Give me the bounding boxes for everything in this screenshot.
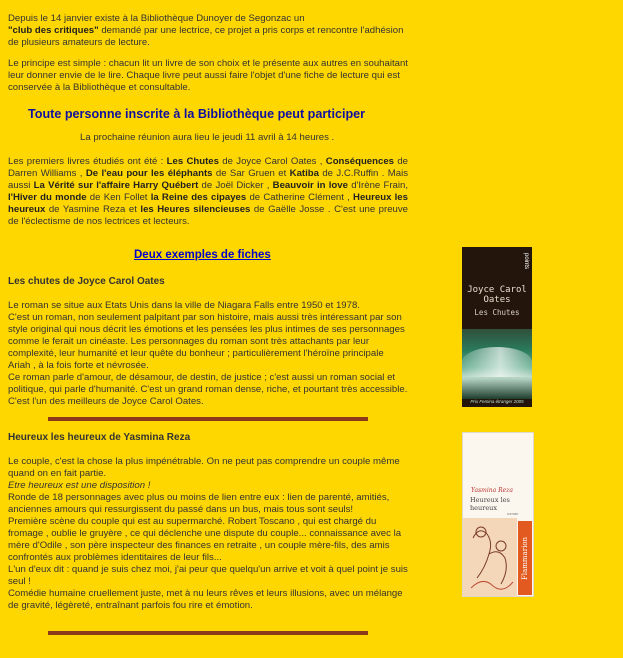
books-text: de Sar Gruen et: [212, 168, 290, 179]
intro-line2: demandé par une lectrice, ce projet a pris corps et rencontre l'adhésion de plusieurs amateurs de lecture.: [8, 25, 404, 48]
book-title: la Reine des cipayes: [150, 192, 247, 203]
review2-heading: Heureux les heureux de Yasmina Reza: [8, 432, 191, 443]
books-text: de Joël Dicker ,: [198, 180, 273, 191]
cover-title: Les Chutes: [474, 308, 520, 317]
section-divider: [48, 631, 368, 635]
books-text: de Darren Williams ,: [8, 156, 408, 179]
waterfall-image: [462, 329, 532, 399]
cover-genre: roman: [507, 511, 519, 516]
review1-line: C'est un roman, non seulement palpitant par son histoire, mais aussi très intéressant par son style original qui nous décrit les émotions et les pensées les plus intimes de ses personnages comme le ferait un cinéaste. Les personnages du roman sont très attachants par leur complexité, leur humanité et leur quête du bonheur ; particulièrement l'héroïne principale Ariah , à la fois forte et névrosée.: [8, 312, 405, 371]
book-title: l'Hiver du monde: [8, 192, 87, 203]
club-name: "club des critiques": [8, 25, 99, 36]
books-text: de J.C.Ruffin . Mais aussi: [8, 168, 408, 191]
review2-line: Comédie humaine cruellement juste, met à nu leurs rêves et leurs illusions, avec un mélange de gravité, légèreté, entraînant parfois fou rire et émotion.: [8, 588, 403, 611]
cover-publisher: Flammarion: [518, 521, 532, 595]
book-title: De l'eau pour les éléphants: [85, 168, 213, 179]
books-text: de Joyce Carol Oates ,: [218, 156, 326, 167]
book-title: les Heures silencieuses: [140, 204, 251, 215]
review1-heading: Les chutes de Joyce Carol Oates: [8, 276, 165, 287]
books-text: de Ken Follet: [86, 192, 151, 203]
meeting-text: La prochaine réunion aura lieu le jeudi 11 avril à 14 heures .: [80, 132, 335, 143]
book-title: La Vérité sur l'affaire Harry Québert: [33, 180, 199, 191]
books-text: de Yasmine Reza et: [45, 204, 141, 215]
headline: Toute personne inscrite à la Bibliothèque peut participer: [28, 107, 366, 121]
cover-title: Heureux les heureux: [470, 496, 510, 512]
cover-author: Joyce Carol Oates: [467, 285, 527, 305]
review2-line: Le couple, c'est la chose la plus impénétrable. On ne peut pas comprendre un couple même quand on en fait partie.: [8, 456, 400, 479]
book-title: Katiba: [289, 168, 319, 179]
meeting-announcement: [80, 132, 400, 144]
intro-line1: Depuis le 14 janvier existe à la Bibliothèque Dunoyer de Segonzac un: [8, 13, 305, 24]
principle-paragraph: [8, 58, 408, 94]
book-title: Conséquences: [325, 156, 395, 167]
publisher-logo: points: [523, 253, 529, 270]
books-paragraph: [8, 156, 408, 228]
examples-link[interactable]: Deux exemples de fiches: [134, 249, 271, 261]
books-text: d'Irène Frain,: [347, 180, 409, 191]
intro-paragraph: [8, 13, 408, 49]
books-text: de Catherine Clément ,: [246, 192, 354, 203]
book-cover-les-chutes: [462, 247, 532, 407]
review1-body: [8, 300, 408, 408]
review2-italic: Etre heureux est une disposition !: [8, 480, 151, 491]
principle-text: Le principe est simple : chacun lit un livre de son choix et le présente aux autres en souhaitant leur donner envie de le lire. Chaque livre peut aussi faire l'objet d'une fiche de lecture qui est conservée à la Bibliothèque et consultable.: [8, 58, 408, 93]
review2-line: Ronde de 18 personnages avec plus ou moins de lien entre eux : lien de parenté, amitiés, anciennes amours qui ressurgissent du passé dans un bus, mais tous sont seuls!: [8, 492, 390, 515]
book-title: Beauvoir in love: [272, 180, 348, 191]
review1-line: Ce roman parle d'amour, de désamour, de destin, de justice ; c'est aussi un roman social et politique, qui parle d'humanité. C'est un grand roman dense, riche, et pourtant très accessible. C'est l'un des meilleurs de Joyce Carol Oates.: [8, 372, 408, 407]
book-title: Heureux les heureux: [8, 192, 408, 215]
books-text: de Gaëlle Josse . C'est une preuve de l'éclectisme de nos lectrices et lecteurs.: [8, 204, 408, 227]
books-text: Les premiers livres étudiés ont été :: [8, 156, 167, 167]
cover-edition: Prix Femina étranger 2005: [470, 399, 524, 404]
section-divider: [48, 417, 368, 421]
review2-line: L'un d'eux dit : quand je suis chez moi, j'ai peur que quelqu'un arrive et voit à quel point je suis seul !: [8, 564, 408, 587]
review2-line: Première scène du couple qui est au supermarché. Robert Toscano , qui est chargé du fromage , oublie le gruyère , ce qui déclenche une dispute du couple... connaissance avec la mère d'Odile , son père inspecteur des finances en retraite , un couple mère-fils, des amis confrontés aux problèmes identitaires de leur fils...: [8, 516, 402, 563]
book-cover-heureux-les-heureux: [462, 432, 534, 597]
review2-body: [8, 456, 408, 612]
book-title: Les Chutes: [166, 156, 219, 167]
cover-author: Yasmina Reza: [471, 487, 513, 494]
review1-line: Le roman se situe aux Etats Unis dans la ville de Niagara Falls entre 1950 et 1978.: [8, 300, 360, 311]
cover-illustration: [463, 518, 517, 596]
couple-drawing-icon: [463, 518, 517, 596]
